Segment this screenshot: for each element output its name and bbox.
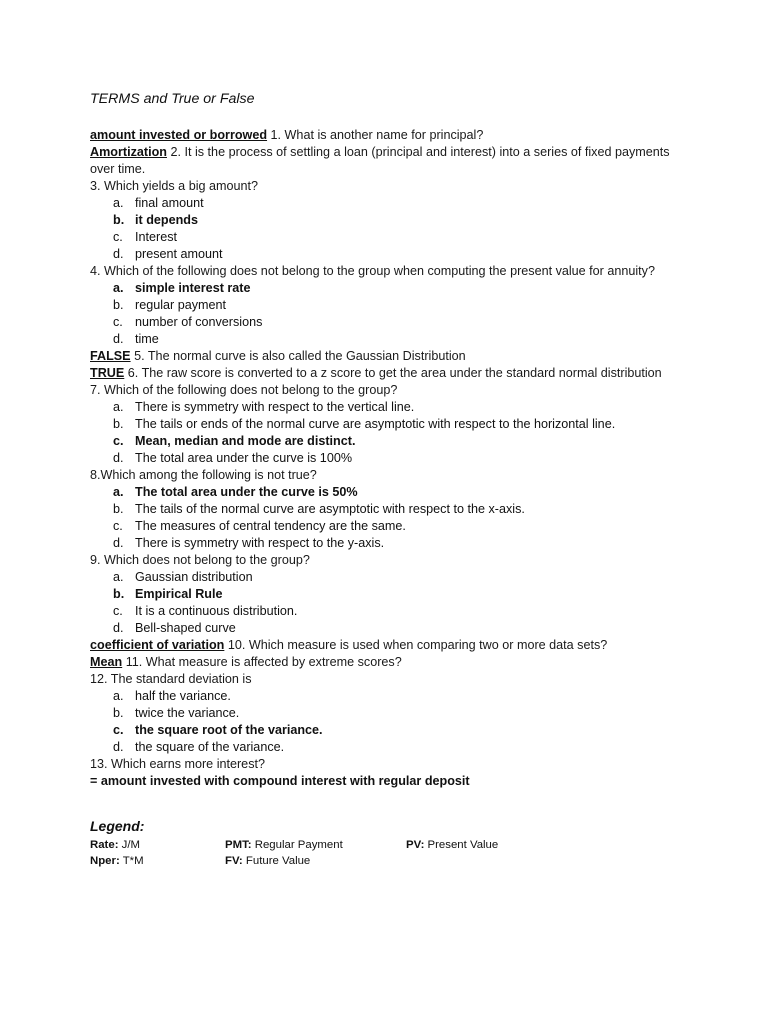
option-text: Interest — [135, 230, 177, 244]
term-line — [90, 637, 690, 654]
question-line: 8.Which among the following is not true? — [90, 468, 317, 482]
legend-value: T*M — [119, 855, 144, 867]
legend-row — [90, 837, 690, 853]
question-text: 6. The raw score is converted to a z score to get the area under the standard normal distribution — [124, 366, 662, 380]
option-text: Empirical Rule — [135, 587, 223, 601]
option-letter: a. — [113, 485, 124, 499]
option-item — [90, 569, 690, 586]
term-line — [90, 348, 690, 365]
question-list — [90, 127, 690, 869]
term-line — [90, 654, 690, 671]
option-text: Mean, median and mode are distinct. — [135, 434, 356, 448]
option-letter: d. — [113, 247, 124, 261]
question-line: 13. Which earns more interest? — [90, 757, 265, 771]
option-item — [90, 688, 690, 705]
option-text: half the variance. — [135, 689, 231, 703]
option-item — [90, 229, 690, 246]
term-line — [90, 127, 690, 144]
question-text: 5. The normal curve is also called the Gaussian Distribution — [130, 349, 466, 363]
option-text: time — [135, 332, 159, 346]
option-text: twice the variance. — [135, 706, 240, 720]
term-line — [90, 365, 690, 382]
answer-term: TRUE — [90, 366, 125, 380]
legend-value: J/M — [118, 839, 140, 851]
option-text: number of conversions — [135, 315, 263, 329]
option-letter: c. — [113, 519, 123, 533]
option-letter: b. — [113, 298, 124, 312]
question-text: 2. It is the process of settling a loan (principal and interest) into a series of fixed payments over time. — [90, 145, 670, 176]
option-text: The measures of central tendency are the same. — [135, 519, 406, 533]
option-item — [90, 518, 690, 535]
legend-entry — [90, 837, 140, 853]
option-item — [90, 331, 690, 348]
option-item — [90, 399, 690, 416]
option-item — [90, 297, 690, 314]
option-text: it depends — [135, 213, 198, 227]
option-letter: c. — [113, 230, 123, 244]
option-letter: b. — [113, 587, 125, 601]
option-text: the square of the variance. — [135, 740, 285, 754]
option-letter: c. — [113, 315, 123, 329]
option-text: The tails of the normal curve are asymptotic with respect to the x-axis. — [135, 502, 525, 516]
correct-option — [90, 722, 690, 739]
page-title: TERMS and True or False — [90, 91, 255, 107]
option-letter: c. — [113, 723, 124, 737]
option-item — [90, 739, 690, 756]
option-text: The tails or ends of the normal curve are asymptotic with respect to the horizontal line. — [135, 417, 616, 431]
option-text: The total area under the curve is 50% — [135, 485, 358, 499]
question-text: 10. Which measure is used when comparing two or more data sets? — [224, 638, 608, 652]
option-letter: b. — [113, 706, 124, 720]
answer-line: = amount invested with compound interest with regular deposit — [90, 774, 470, 788]
legend-key: PV: — [406, 839, 425, 851]
legend-entry — [90, 853, 144, 869]
option-letter: a. — [113, 196, 124, 210]
option-letter: b. — [113, 417, 124, 431]
option-letter: c. — [113, 434, 124, 448]
legend-value: Future Value — [242, 855, 311, 867]
option-text: regular payment — [135, 298, 227, 312]
option-letter: a. — [113, 570, 124, 584]
question-line: 7. Which of the following does not belong to the group? — [90, 383, 398, 397]
legend-key: Nper: — [90, 855, 120, 867]
option-text: Gaussian distribution — [135, 570, 253, 584]
question-line: 4. Which of the following does not belong to the group when computing the present value for annuity? — [90, 264, 655, 278]
correct-option — [90, 484, 690, 501]
question-text: 11. What measure is affected by extreme scores? — [122, 655, 402, 669]
option-letter: b. — [113, 502, 124, 516]
answer-term: Amortization — [90, 145, 167, 159]
option-text: There is symmetry with respect to the y-axis. — [135, 536, 385, 550]
option-text: the square root of the variance. — [135, 723, 323, 737]
option-letter: b. — [113, 213, 125, 227]
option-text: simple interest rate — [135, 281, 251, 295]
option-item — [90, 416, 690, 433]
answer-term: coefficient of variation — [90, 638, 225, 652]
option-letter: a. — [113, 281, 124, 295]
correct-option — [90, 212, 690, 229]
legend-spacer — [90, 790, 690, 818]
option-letter: d. — [113, 740, 124, 754]
legend-entry — [406, 837, 498, 853]
option-letter: d. — [113, 536, 124, 550]
option-letter: c. — [113, 604, 123, 618]
option-letter: d. — [113, 451, 124, 465]
legend-value: Regular Payment — [251, 839, 343, 851]
correct-option — [90, 586, 690, 603]
option-item — [90, 246, 690, 263]
option-text: It is a continuous distribution. — [135, 604, 298, 618]
correct-option — [90, 280, 690, 297]
option-item — [90, 603, 690, 620]
option-item — [90, 535, 690, 552]
question-text: 1. What is another name for principal? — [267, 128, 484, 142]
option-text: The total area under the curve is 100% — [135, 451, 353, 465]
legend-row — [90, 853, 690, 869]
legend-key: PMT: — [225, 839, 252, 851]
term-line — [90, 144, 690, 178]
correct-option — [90, 433, 690, 450]
answer-term: Mean — [90, 655, 123, 669]
legend-title: Legend: — [90, 818, 145, 834]
legend-key: FV: — [225, 855, 243, 867]
option-item — [90, 195, 690, 212]
option-text: final amount — [135, 196, 204, 210]
legend-value: Present Value — [424, 839, 499, 851]
option-text: There is symmetry with respect to the vertical line. — [135, 400, 415, 414]
option-item — [90, 450, 690, 467]
option-item — [90, 620, 690, 637]
question-line: 9. Which does not belong to the group? — [90, 553, 310, 567]
option-letter: a. — [113, 689, 124, 703]
question-line: 12. The standard deviation is — [90, 672, 252, 686]
option-text: Bell-shaped curve — [135, 621, 236, 635]
legend-key: Rate: — [90, 839, 119, 851]
option-letter: d. — [113, 332, 124, 346]
option-letter: d. — [113, 621, 124, 635]
option-item — [90, 314, 690, 331]
answer-term: FALSE — [90, 349, 131, 363]
question-line: 3. Which yields a big amount? — [90, 179, 259, 193]
legend-entry — [225, 837, 343, 853]
answer-term: amount invested or borrowed — [90, 128, 268, 142]
option-item — [90, 501, 690, 518]
option-letter: a. — [113, 400, 124, 414]
option-text: present amount — [135, 247, 223, 261]
legend-entry — [225, 853, 310, 869]
option-item — [90, 705, 690, 722]
